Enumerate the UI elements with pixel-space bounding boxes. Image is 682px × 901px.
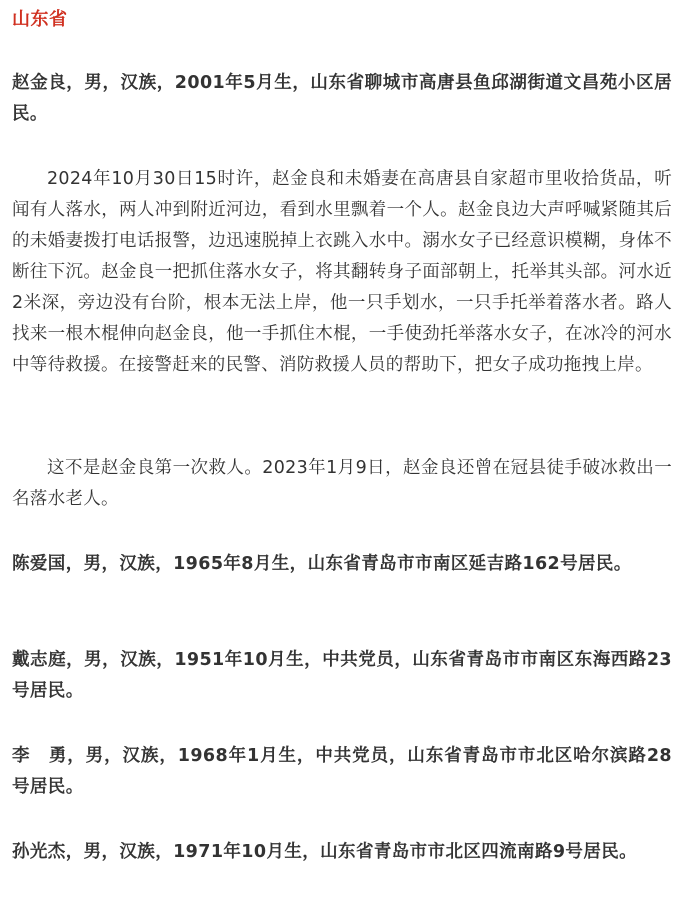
entry-header-chen-aiguo: 陈爱国，男，汉族，1965年8月生，山东省青岛市市南区延吉路162号居民。: [12, 554, 632, 574]
rescue-story-paragraph: 2024年10月30日15时许，赵金良和未婚妻在高唐县自家超市里收拾货品，听闻有人落水，两人冲到附近河边，看到水里飘着一个人。赵金良边大声呼喊紧随其后的未婚妻拨打电话报警，边迅速脱掉上衣跳入水中。溺水女子已经意识模糊，身体不断往下沉。赵金良一把抓住落水女子，将其翻转身子面部朝上，托举其头部。河水近2米深，旁边没有台阶，根本无法上岸，他一只手划水，一只手托举着落水者。路人找来一根木棍伸向赵金良，他一手抓住木棍，一手使劲托举落水女子，在冰冷的河水中等待救援。在接警赶来的民警、消防救援人员的帮助下，把女子成功拖拽上岸。: [12, 169, 672, 375]
entry-header-sun-guangjie: 孙光杰，男，汉族，1971年10月生，山东省青岛市市北区四流南路9号居民。: [12, 842, 638, 862]
entry-header-li-yong: 李 勇，男，汉族，1968年1月生，中共党员，山东省青岛市市北区哈尔滨路28号居民。: [12, 746, 672, 797]
previous-rescue-paragraph: 这不是赵金良第一次救人。2023年1月9日，赵金良还曾在冠县徒手破冰救出一名落水老人。: [12, 458, 672, 509]
province-title: 山东省: [12, 9, 68, 30]
entry-header-dai-zhiting: 戴志庭，男，汉族，1951年10月生，中共党员，山东省青岛市市南区东海西路23号居民。: [12, 650, 672, 701]
entry-header-zhao-jinliang: 赵金良，男，汉族，2001年5月生，山东省聊城市高唐县鱼邱湖街道文昌苑小区居民。: [12, 73, 672, 124]
